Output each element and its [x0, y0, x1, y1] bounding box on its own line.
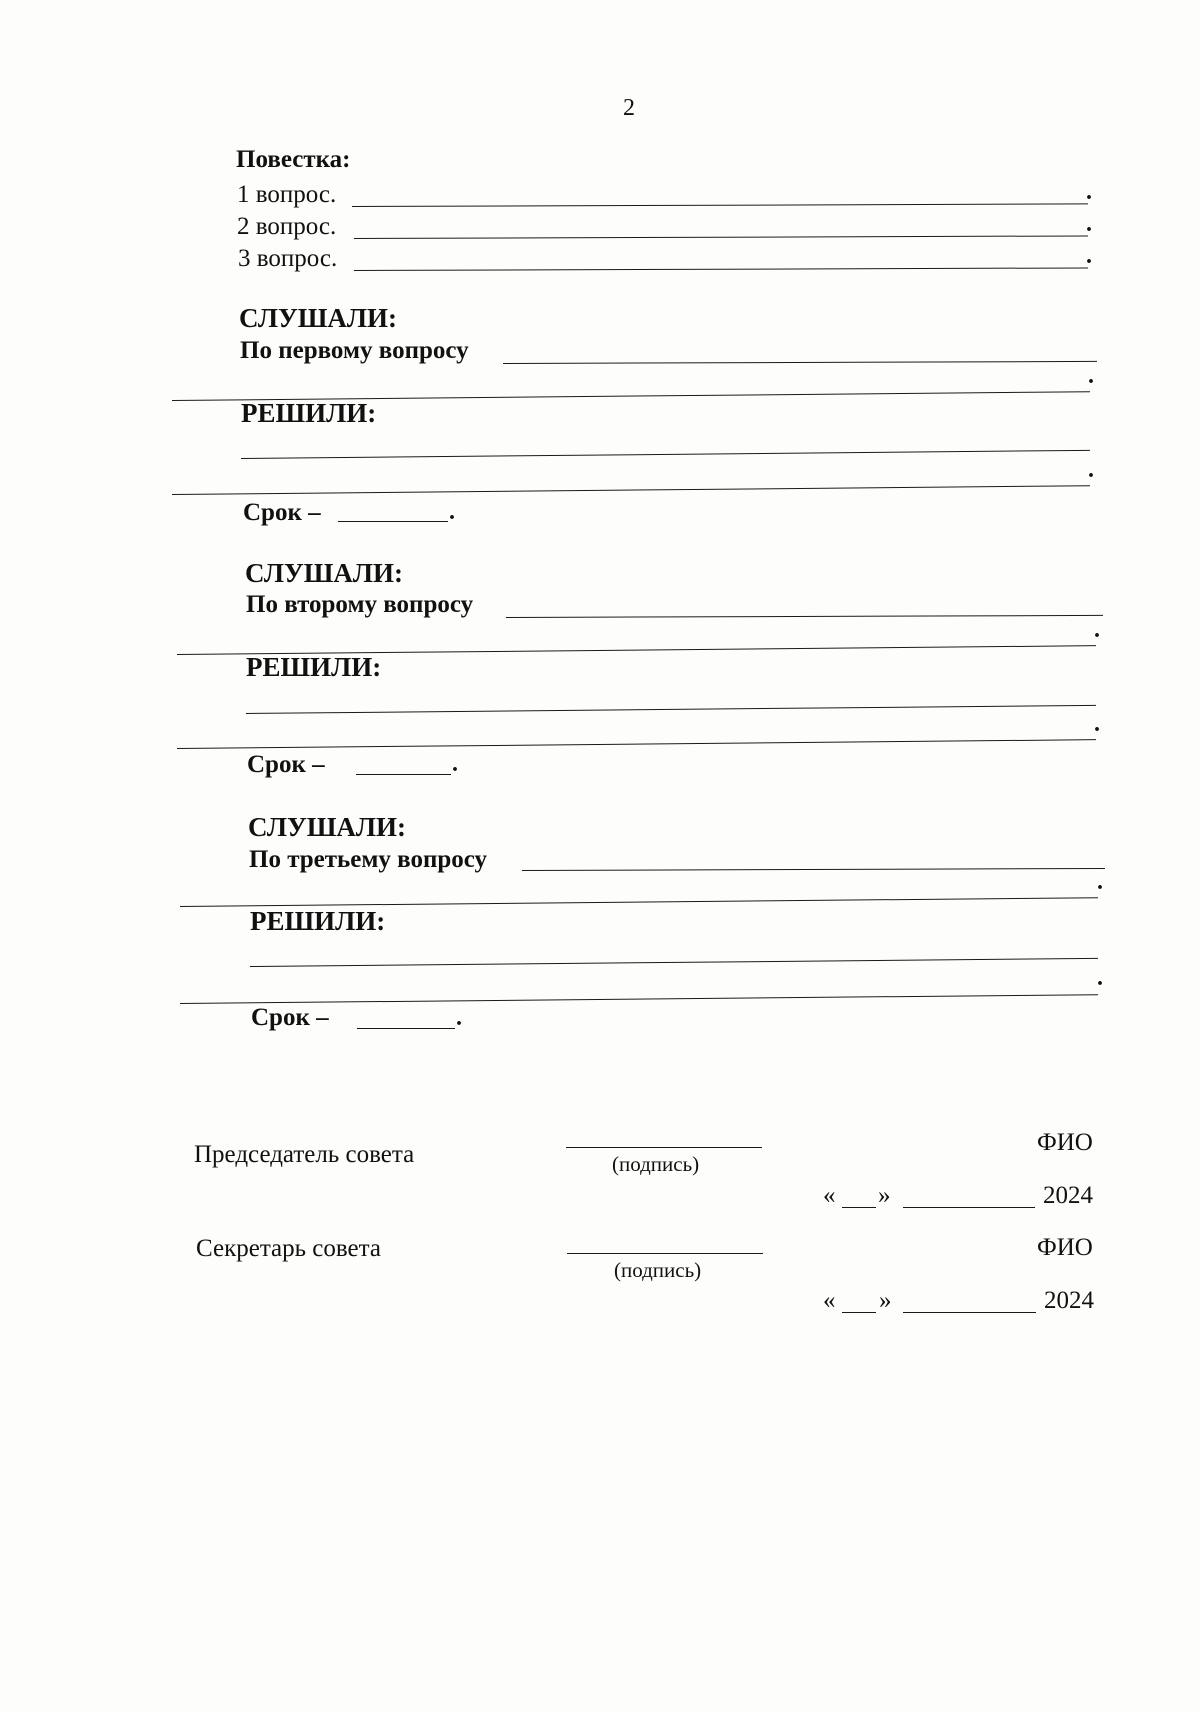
page-number: 2 [623, 95, 635, 121]
signature-1-role: Председатель совета [194, 1141, 415, 1168]
signature-2-month-blank [903, 1312, 1036, 1313]
agenda-item-1-period: . [1086, 179, 1092, 205]
section-1-decision-period: . [1088, 457, 1094, 483]
agenda-item-3-blank [354, 267, 1088, 271]
agenda-item-1: 1 вопрос. [237, 181, 337, 208]
signature-1-sign-line [566, 1147, 762, 1148]
section-3-question-blank [522, 868, 1105, 871]
section-3-question-label: По третьему вопросу [249, 846, 488, 873]
agenda-title: Повестка: [236, 146, 351, 173]
signature-2-year: 2024 [1044, 1287, 1094, 1314]
signature-1-month-blank [903, 1207, 1035, 1208]
section-3-deadline-label: Срок – [251, 1004, 329, 1031]
signature-1-day-blank [842, 1207, 876, 1208]
section-2-deadline-blank [356, 774, 451, 775]
signature-1-date-close-quote: » [878, 1182, 891, 1209]
agenda-item-3-period: . [1086, 243, 1092, 269]
section-3-heard-label: СЛУШАЛИ: [248, 812, 407, 842]
section-1-decision-blank-2 [172, 485, 1090, 495]
agenda-item-2-period: . [1086, 211, 1092, 237]
section-1-heard-label: СЛУШАЛИ: [239, 303, 398, 333]
section-1-question-blank [503, 361, 1097, 364]
signature-1-date-open-quote: « [823, 1182, 836, 1209]
signature-2-day-blank [842, 1312, 876, 1313]
section-2-question-period: . [1094, 617, 1100, 643]
section-2-heard-label: СЛУШАЛИ: [245, 558, 404, 588]
section-1-question-label: По первому вопросу [240, 337, 469, 364]
section-3-deadline-period: . [456, 1005, 462, 1031]
section-2-deadline-label: Срок – [247, 751, 325, 778]
section-1-question-period: . [1088, 363, 1094, 389]
section-1-deadline-blank [338, 521, 448, 522]
signature-1-name: ФИО [1037, 1129, 1093, 1156]
section-2-decided-label: РЕШИЛИ: [246, 652, 382, 682]
agenda-item-3: 3 вопрос. [238, 245, 338, 272]
signature-2-name: ФИО [1037, 1234, 1093, 1261]
section-2-question-blank [506, 615, 1103, 618]
agenda-item-2: 2 вопрос. [237, 213, 337, 240]
agenda-item-2-blank [354, 235, 1088, 239]
section-2-decision-blank-1 [246, 705, 1096, 714]
signature-1-year: 2024 [1043, 1182, 1093, 1209]
signature-2-sign-line [567, 1253, 763, 1254]
signature-1-caption: (подпись) [612, 1152, 700, 1176]
section-1-decided-label: РЕШИЛИ: [241, 398, 377, 428]
section-2-decision-blank-2 [177, 739, 1096, 749]
section-3-decided-label: РЕШИЛИ: [250, 906, 386, 936]
section-3-deadline-blank [357, 1028, 455, 1029]
section-3-decision-period: . [1097, 965, 1103, 991]
signature-2-caption: (подпись) [614, 1258, 702, 1282]
signature-2-date-open-quote: « [823, 1287, 836, 1314]
signature-2-date-close-quote: » [879, 1287, 892, 1314]
section-1-deadline-period: . [449, 499, 455, 525]
agenda-item-1-blank [352, 203, 1088, 207]
section-2-deadline-period: . [452, 751, 458, 777]
section-3-question-period: . [1097, 869, 1103, 895]
section-2-question-label: По второму вопросу [246, 591, 474, 618]
signature-2-role: Секретарь совета [196, 1235, 381, 1262]
section-1-deadline-label: Срок – [243, 499, 321, 526]
section-2-decision-period: . [1094, 711, 1100, 737]
section-3-decision-blank-1 [250, 958, 1098, 967]
section-1-decision-blank-1 [241, 450, 1090, 459]
